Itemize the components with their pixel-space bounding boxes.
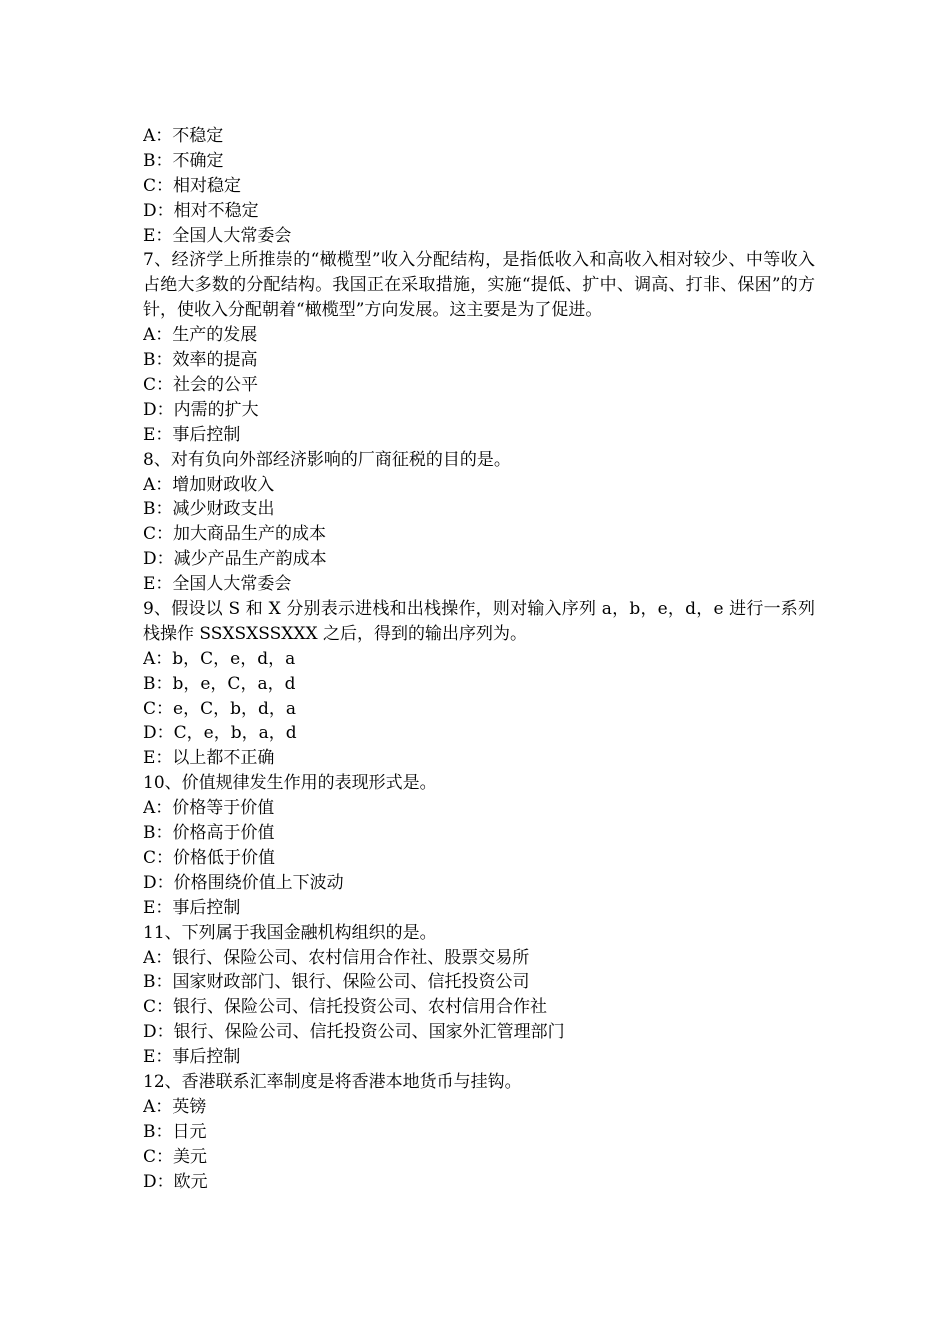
option-line: C：相对稳定 [143, 175, 242, 196]
option-line: C：e，C，b，d，a [143, 698, 296, 719]
option-line: A：增加财政收入 [143, 474, 275, 495]
option-line: E：全国人大常委会 [143, 225, 292, 246]
option-line: B：日元 [143, 1121, 207, 1142]
option-line: D：银行、保险公司、信托投资公司、国家外汇管理部门 [143, 1022, 565, 1043]
option-line: B：减少财政支出 [143, 499, 275, 520]
option-line: A：b，C，e，d，a [143, 648, 296, 669]
option-line: A：银行、保险公司、农村信用合作社、股票交易所 [143, 947, 530, 968]
question-10 [143, 771, 815, 920]
option-line: C：加大商品生产的成本 [143, 524, 327, 545]
question-stem: 12、香港联系汇率制度是将香港本地货币与挂钩。 [143, 1071, 522, 1092]
option-line: D：欧元 [143, 1171, 208, 1192]
question-7 [143, 248, 815, 447]
option-line: C：价格低于价值 [143, 847, 276, 868]
question-12 [143, 1070, 815, 1194]
option-line: D：相对不稳定 [143, 200, 259, 221]
question-9 [143, 597, 815, 771]
document-page [143, 124, 815, 1194]
option-line: D：价格围绕价值上下波动 [143, 872, 344, 893]
option-line: D：内需的扩大 [143, 399, 259, 420]
option-line: D：减少产品生产韵成本 [143, 549, 327, 570]
question-stem: 8、对有负向外部经济影响的厂商征税的目的是。 [143, 449, 511, 470]
option-line: E：以上都不正确 [143, 748, 275, 769]
option-line: E：事后控制 [143, 1047, 241, 1068]
question-stem: 11、下列属于我国金融机构组织的是。 [143, 922, 437, 943]
question-stem: 9、假设以 S 和 X 分别表示进栈和出栈操作，则对输入序列 a，b，e，d，e 进行一系列栈操作 SSXSXSSXXX 之后，得到的输出序列为。 [143, 598, 815, 644]
option-line: D：C，e，b，a，d [143, 723, 297, 744]
option-line: E：事后控制 [143, 897, 241, 918]
question-stem: 7、经济学上所推崇的“橄榄型”收入分配结构，是指低收入和高收入相对较少、中等收入占绝大多数的分配结构。我国正在采取措施，实施“提低、扩中、调高、打非、保困”的方针，使收入分配朝着“橄榄型”方向发展。这主要是为了促进。 [143, 250, 815, 321]
option-line: C：银行、保险公司、信托投资公司、农村信用合作社 [143, 997, 548, 1018]
question-8 [143, 448, 815, 597]
option-line: A：不稳定 [143, 126, 224, 146]
option-line: C：社会的公平 [143, 374, 259, 395]
question-stem: 10、价值规律发生作用的表现形式是。 [143, 773, 437, 794]
option-line: E：事后控制 [143, 424, 241, 445]
option-line: C：美元 [143, 1146, 208, 1167]
option-line: B：效率的提高 [143, 350, 258, 371]
lead-options [143, 124, 815, 248]
option-line: B：国家财政部门、银行、保险公司、信托投资公司 [143, 972, 530, 993]
option-line: B：b，e，C，a，d [143, 673, 296, 694]
option-line: B：不确定 [143, 150, 224, 171]
option-line: A：英镑 [143, 1096, 207, 1117]
option-line: E：全国人大常委会 [143, 574, 292, 595]
option-line: B：价格高于价值 [143, 823, 275, 844]
option-line: A：生产的发展 [143, 325, 258, 346]
option-line: A：价格等于价值 [143, 798, 275, 819]
question-11 [143, 921, 815, 1070]
